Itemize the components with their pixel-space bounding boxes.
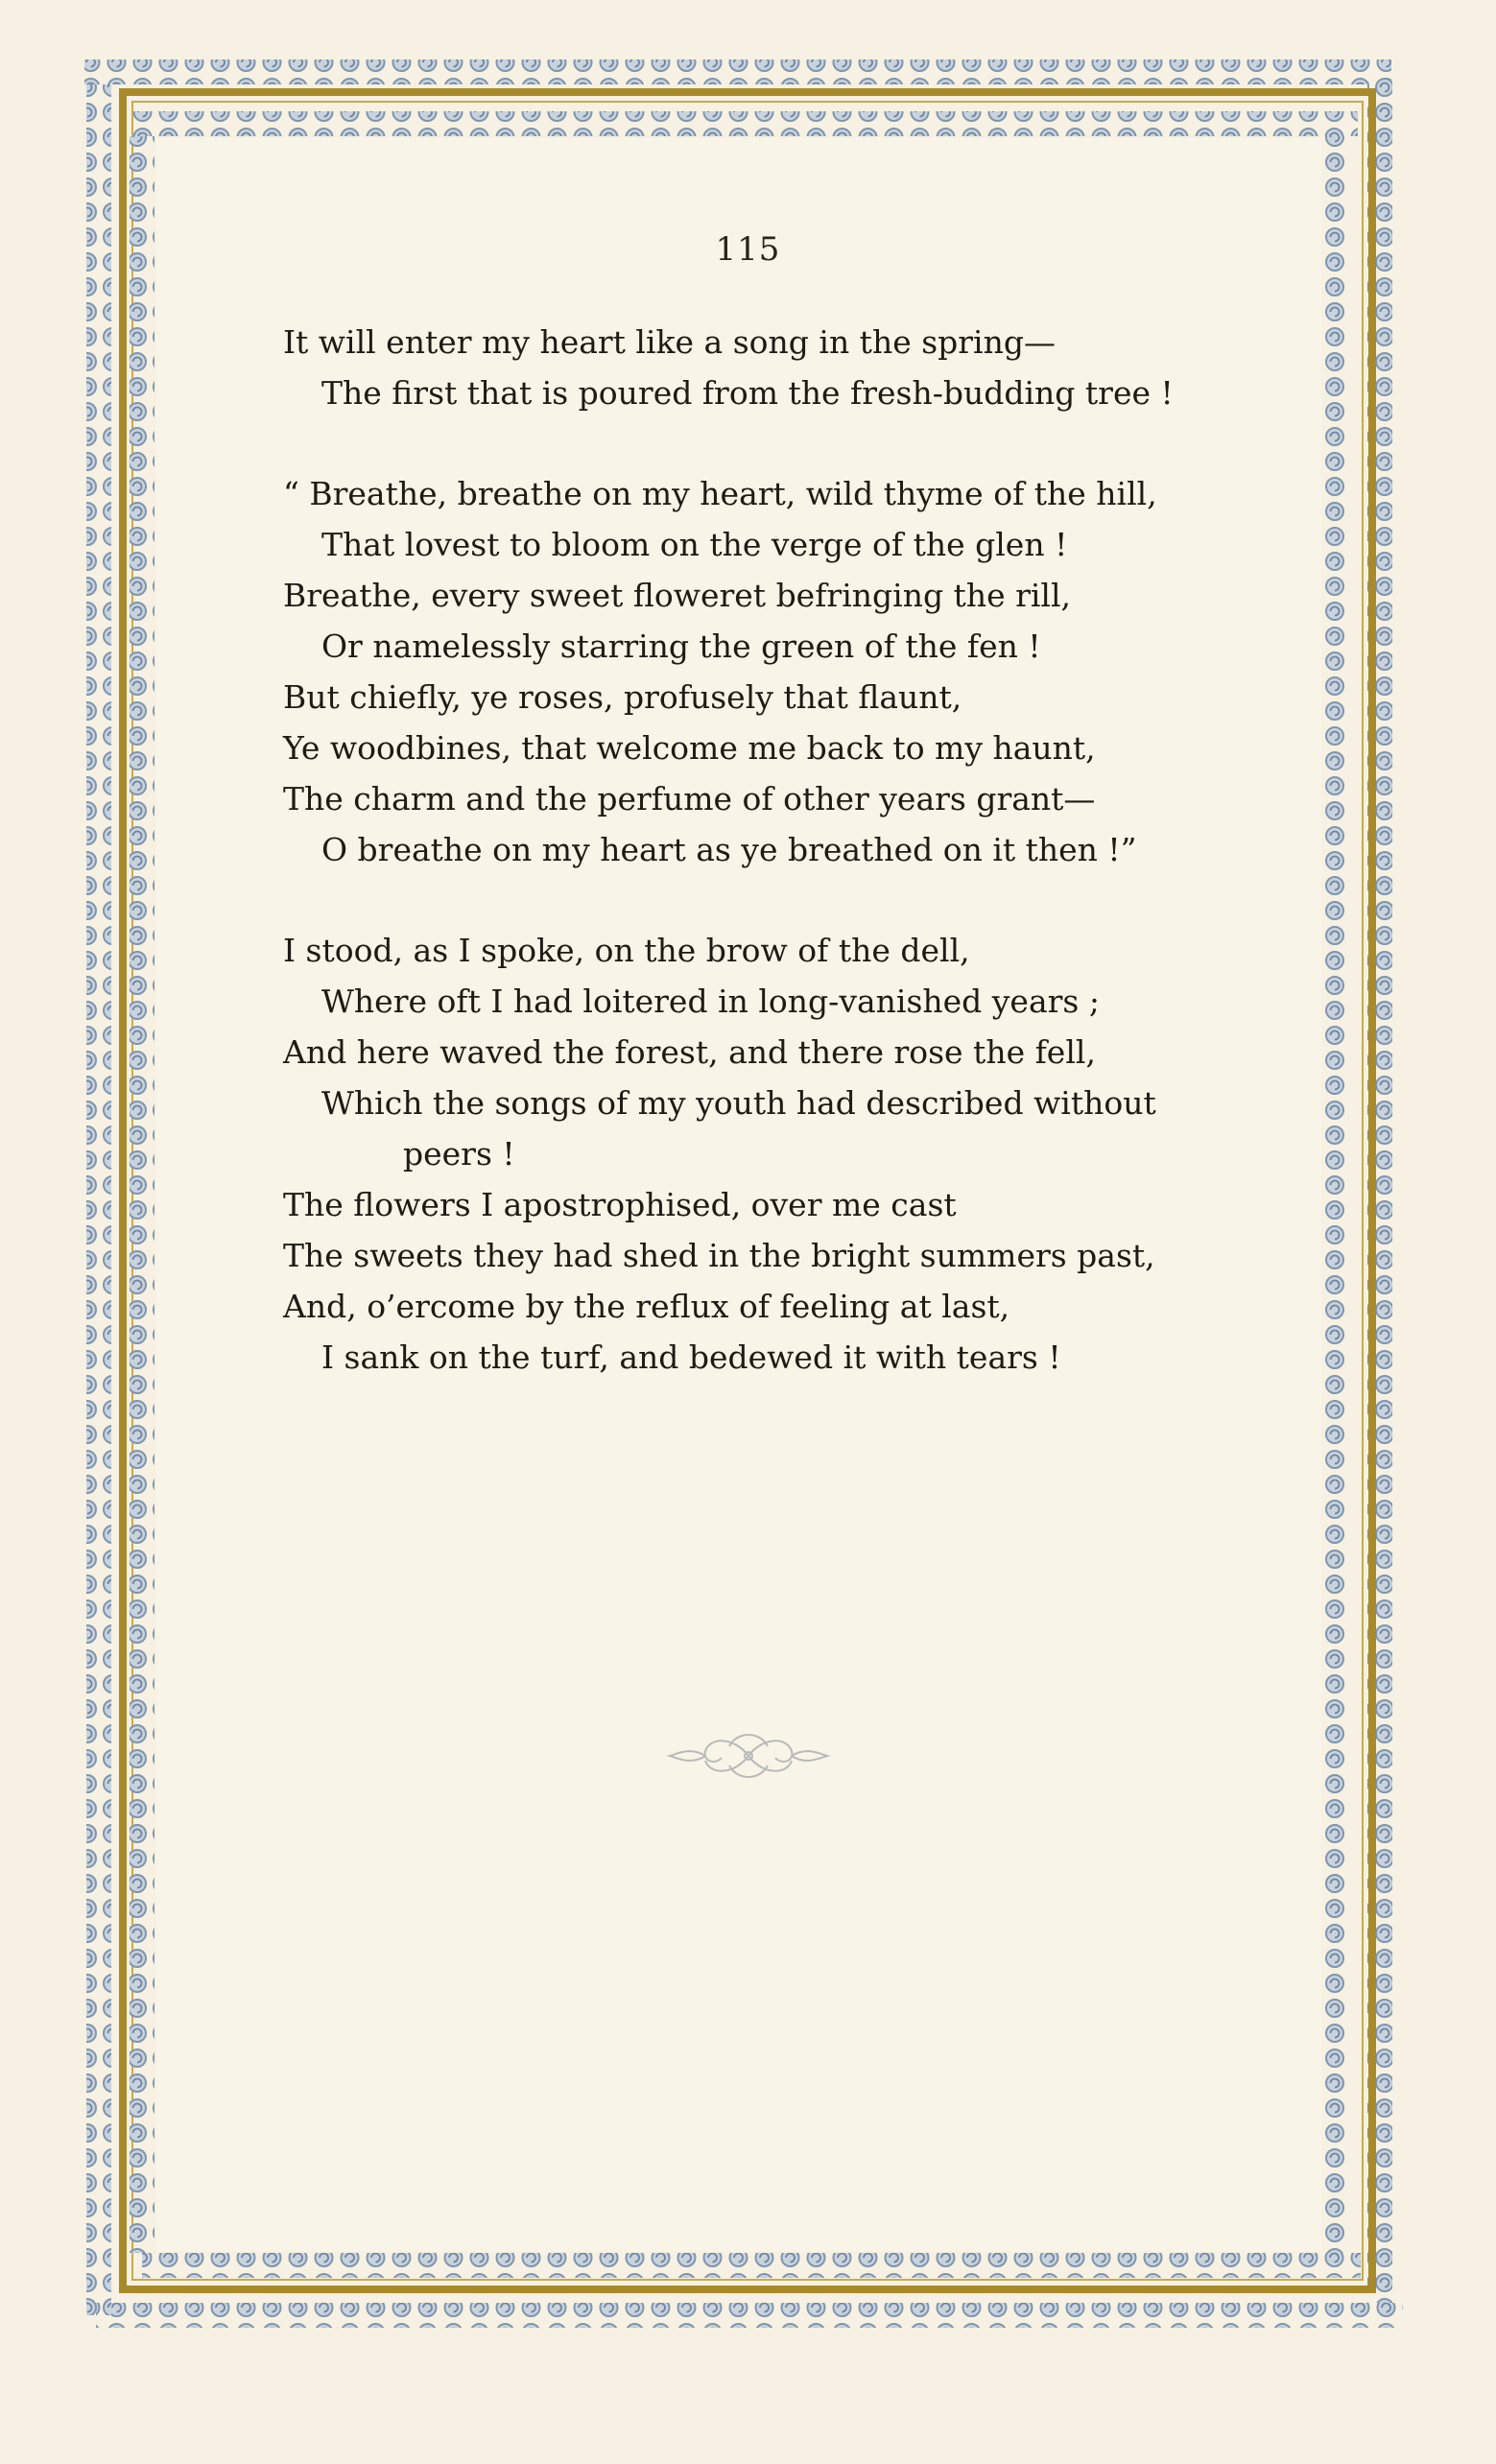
poem-line: Or namelessly starring the green of the fen ! <box>321 628 1041 665</box>
poem-line: I stood, as I spoke, on the brow of the dell, <box>283 932 970 969</box>
poem-line: The first that is poured from the fresh-budding tree ! <box>321 374 1174 412</box>
poem-text <box>283 317 1243 1383</box>
poem-line: Breathe, every sweet floweret befringing the rill, <box>283 577 1072 614</box>
poem-line: It will enter my heart like a song in the spring— <box>283 323 1056 361</box>
poem-line: And, o’ercome by the reflux of feeling at last, <box>283 1288 1010 1325</box>
poem-line: That lovest to bloom on the verge of the glen ! <box>321 526 1068 563</box>
poem-line: peers ! <box>403 1135 515 1173</box>
poem-line: The flowers I apostrophised, over me cast <box>283 1186 957 1223</box>
poem-line: Where oft I had loitered in long-vanished years ; <box>321 983 1100 1020</box>
poem-line: But chiefly, ye roses, profusely that flaunt, <box>283 678 962 716</box>
stanza-1 <box>283 317 1243 418</box>
poem-line: Which the songs of my youth had described without <box>321 1084 1156 1122</box>
scroll-flourish-icon <box>662 1718 835 1794</box>
page-number: 115 <box>715 230 781 269</box>
poem-line: And here waved the forest, and there rose the fell, <box>283 1033 1096 1071</box>
stanza-2 <box>283 468 1243 875</box>
poem-line: The sweets they had shed in the bright summers past, <box>283 1237 1155 1274</box>
poem-line: O breathe on my heart as ye breathed on it then !” <box>321 831 1137 868</box>
poem-line: I sank on the turf, and bedewed it with tears ! <box>321 1339 1061 1376</box>
poem-line: “ Breathe, breathe on my heart, wild thyme of the hill, <box>283 475 1157 512</box>
poem-line: Ye woodbines, that welcome me back to my haunt, <box>283 729 1096 767</box>
poem-line: The charm and the perfume of other years grant— <box>283 780 1096 817</box>
stanza-3 <box>283 925 1243 1383</box>
